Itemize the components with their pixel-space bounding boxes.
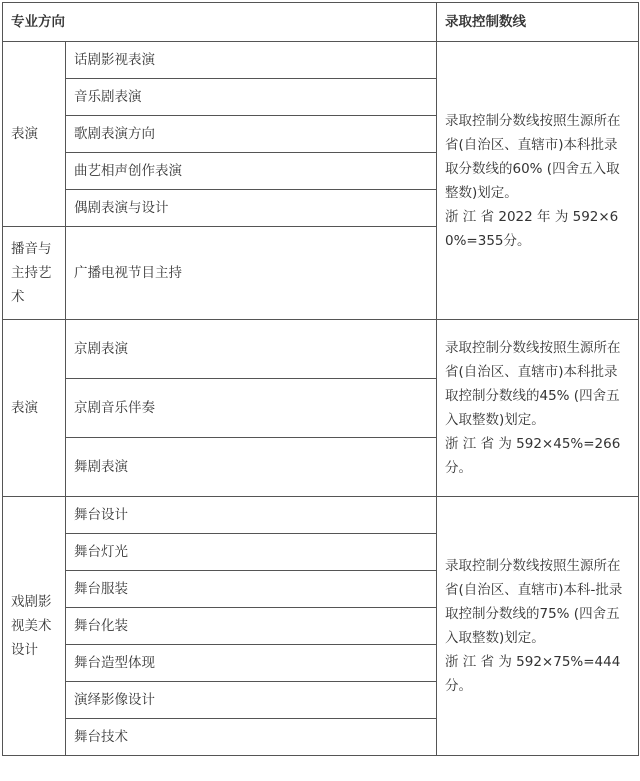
rule-cell (437, 320, 639, 497)
header-direction: 专业方向 (3, 3, 437, 42)
rule-text: 浙 江 省 为 592×75%=444分。 (445, 654, 621, 694)
major-cell: 歌剧表演方向 (66, 116, 437, 153)
major-cell: 舞台灯光 (66, 534, 437, 571)
major-cell: 京剧音乐伴奏 (66, 379, 437, 438)
rule-cell (437, 497, 639, 756)
category-cell: 戏剧影视美术设计 (3, 497, 66, 756)
rule-cell (437, 42, 639, 320)
table-row (3, 320, 639, 379)
category-cell: 表演 (3, 42, 66, 227)
major-cell: 音乐剧表演 (66, 79, 437, 116)
major-cell: 舞台化装 (66, 608, 437, 645)
rule-text: 浙 江 省 2022 年 为 592×60%=355分。 (445, 208, 619, 249)
table-row (3, 42, 639, 79)
category-cell: 播音与主持艺术 (3, 227, 66, 320)
major-cell: 舞台技术 (66, 719, 437, 756)
major-cell: 广播电视节目主持 (66, 227, 437, 320)
major-cell: 京剧表演 (66, 320, 437, 379)
rule-text: 录取控制分数线按照生源所在省(自治区、直辖市)本科批录取控制分数线的45% (四舍五入取整数)划定。 (445, 340, 621, 428)
rule-text: 浙 江 省 为 592×45%=266分。 (445, 436, 621, 476)
header-score: 录取控制数线 (437, 3, 639, 42)
table-header-row (3, 3, 639, 42)
major-cell: 演绎影像设计 (66, 682, 437, 719)
major-cell: 舞台服装 (66, 571, 437, 608)
major-cell: 舞台设计 (66, 497, 437, 534)
category-cell: 表演 (3, 320, 66, 497)
major-cell: 舞剧表演 (66, 438, 437, 497)
major-cell: 曲艺相声创作表演 (66, 153, 437, 190)
rule-text: 录取控制分数线按照生源所在省(自治区、直辖市)本科批录取分数线的60% (四舍五入取整数)划定。 (445, 112, 621, 201)
table-row (3, 497, 639, 534)
major-cell: 话剧影视表演 (66, 42, 437, 79)
admission-score-table (2, 2, 639, 756)
rule-text: 录取控制分数线按照生源所在省(自治区、直辖市)本科-批录取控制分数线的75% (四舍五入取整数)划定。 (445, 558, 623, 646)
major-cell: 偶剧表演与设计 (66, 190, 437, 227)
major-cell: 舞台造型体现 (66, 645, 437, 682)
